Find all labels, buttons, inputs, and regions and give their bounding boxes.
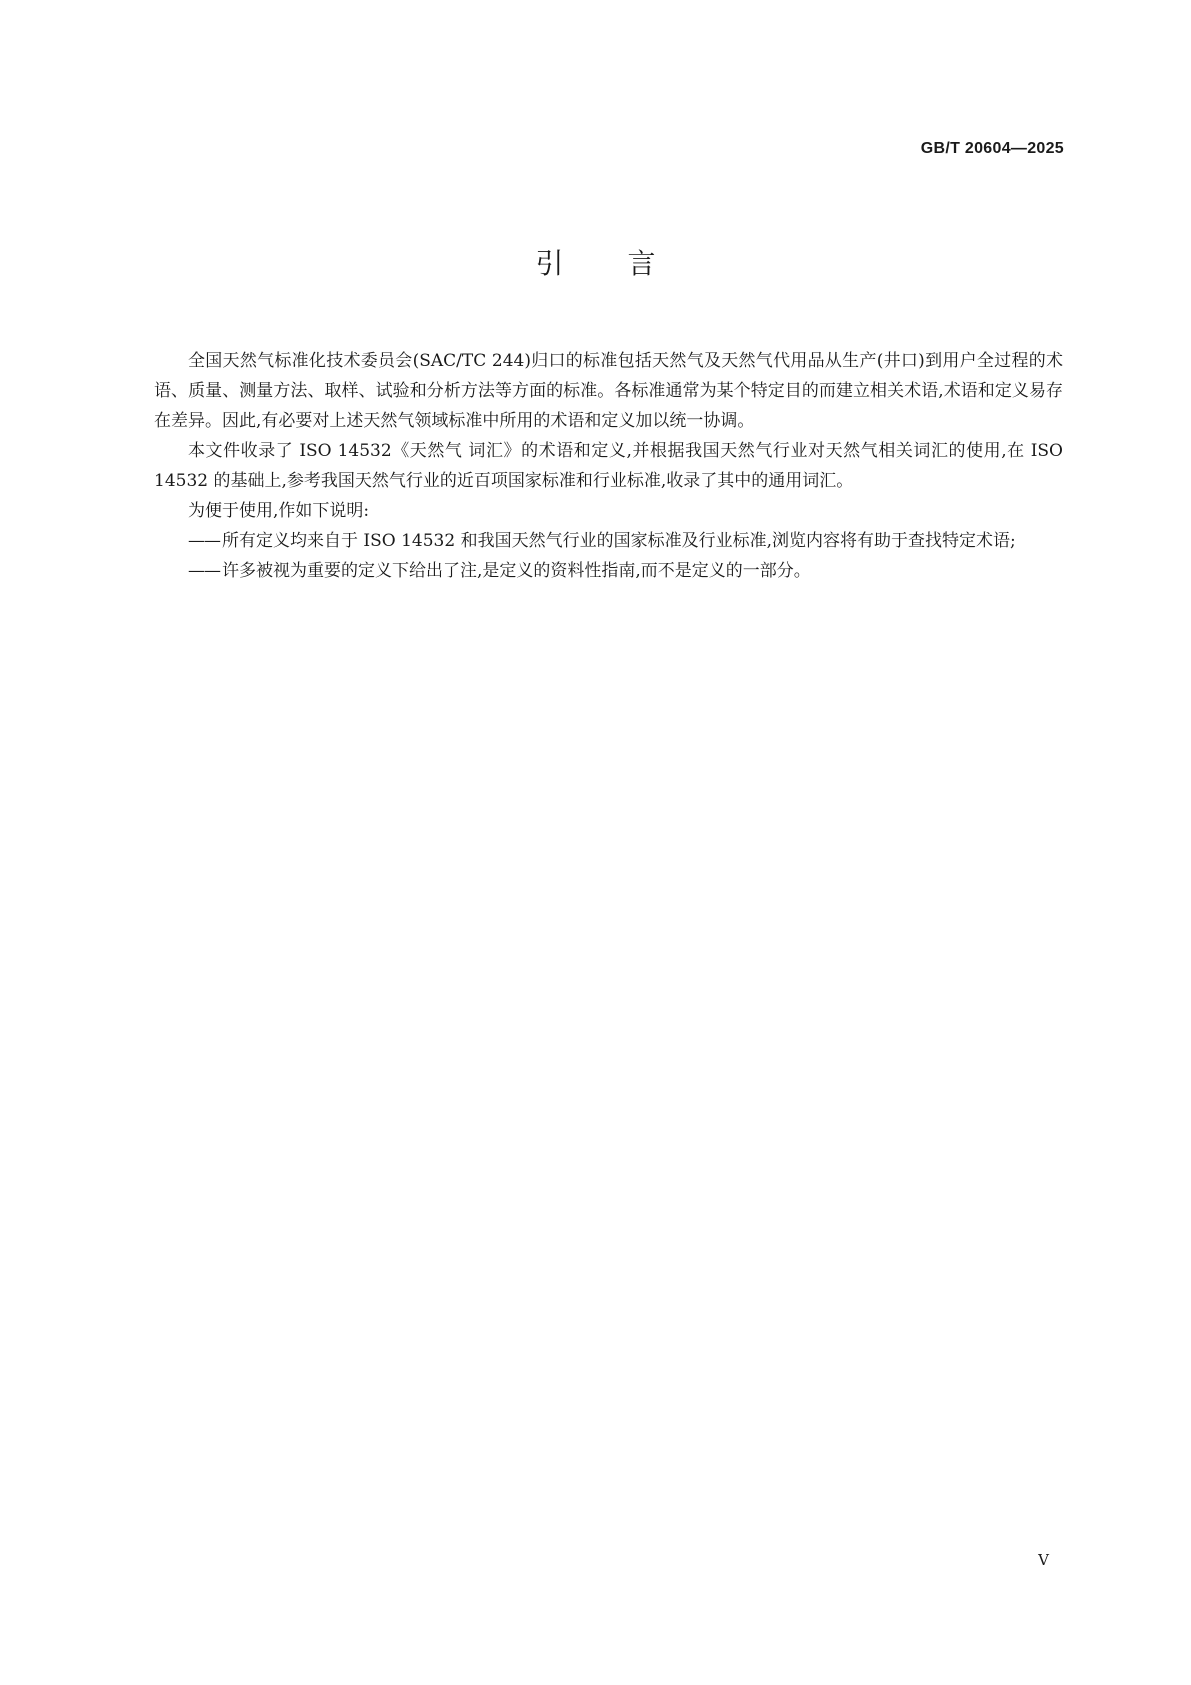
list-item: [188, 526, 1063, 556]
list-item: [188, 556, 1063, 586]
list-item-text: 所有定义均来自于 ISO 14532 和我国天然气行业的国家标准及行业标准,浏览内容将有助于查找特定术语;: [222, 531, 1016, 551]
body-text: [154, 346, 1063, 586]
list-dash: ——: [188, 561, 220, 581]
standard-number: GB/T 20604—2025: [920, 140, 1064, 157]
paragraph-usage-intro: 为便于使用,作如下说明:: [188, 501, 370, 521]
list-item-text: 许多被视为重要的定义下给出了注,是定义的资料性指南,而不是定义的一部分。: [222, 561, 811, 581]
section-title: 引言: [535, 247, 720, 280]
list-dash: ——: [188, 531, 220, 551]
paragraph-content: 本文件收录了 ISO 14532《天然气 词汇》的术语和定义,并根据我国天然气行业对天然气相关词汇的使用,在 ISO 14532 的基础上,参考我国天然气行业的近百项国家标准和行业标准,收录了其中的通用词汇。: [154, 441, 1063, 491]
paragraph-scope: 全国天然气标准化技术委员会(SAC/TC 244)归口的标准包括天然气及天然气代用品从生产(井口)到用户全过程的术语、质量、测量方法、取样、试验和分析方法等方面的标准。各标准通常为某个特定目的而建立相关术语,术语和定义易存在差异。因此,有必要对上述天然气领域标准中所用的术语和定义加以统一协调。: [154, 351, 1063, 431]
page-number: Ⅴ: [1038, 1551, 1049, 1569]
